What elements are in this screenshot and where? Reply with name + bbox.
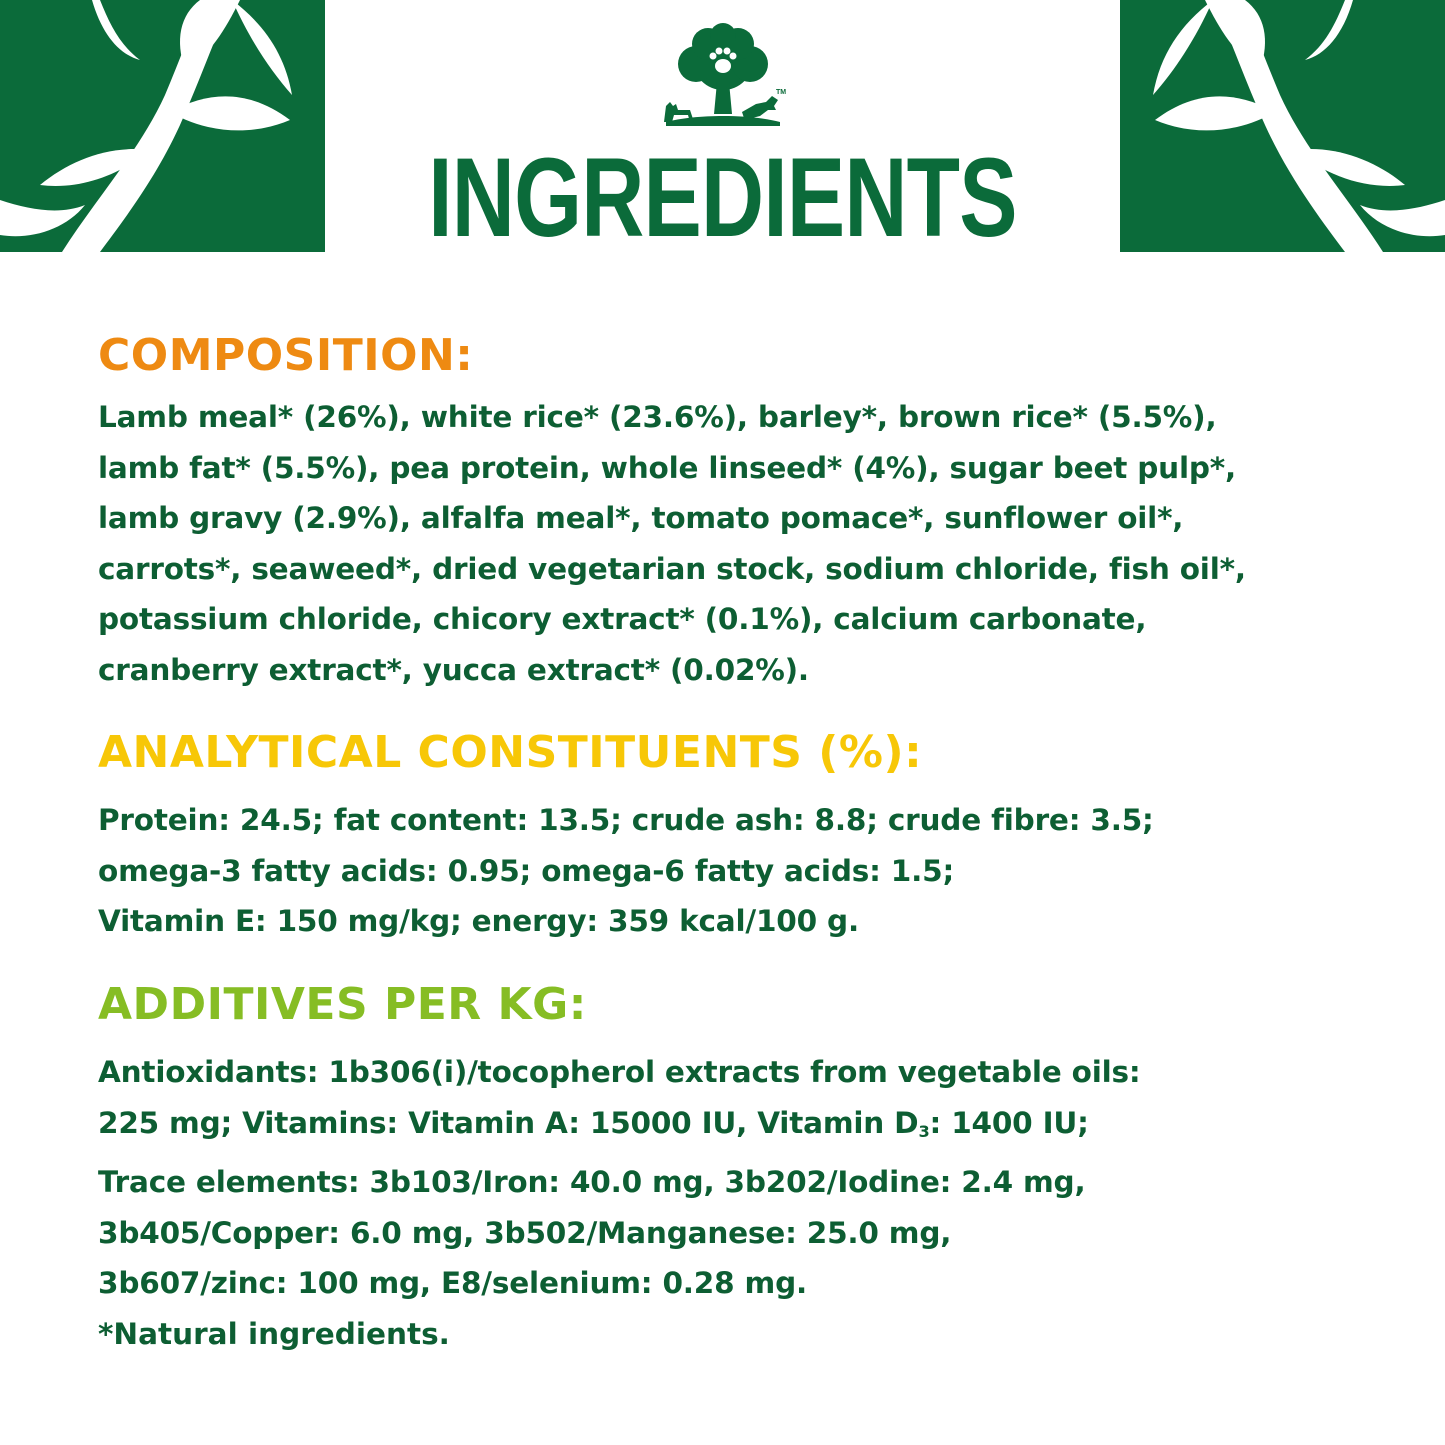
composition-section [98,326,1388,695]
composition-text [98,392,1388,695]
composition-heading: COMPOSITION: [98,330,474,381]
analytical-text [98,795,1388,947]
composition-line: lamb fat* (5.5%), pea protein, whole linseed* (4%), sugar beet pulp*, [98,450,1237,485]
analytical-line: omega-3 fatty acids: 0.95; omega-6 fatty acids: 1.5; [98,853,955,888]
additives-line: Trace elements: 3b103/Iron: 40.0 mg, 3b202/Iodine: 2.4 mg, [98,1165,1086,1200]
additives-section [98,975,1388,1309]
additives-line [98,1106,1089,1140]
additives-line: 3b405/Copper: 6.0 mg, 3b502/Manganese: 25.0 mg, [98,1215,952,1250]
additives-line: Antioxidants: 1b306(i)/tocopherol extracts from vegetable oils: [98,1055,1141,1089]
header-banner [0,0,1445,260]
analytical-section [98,723,1388,947]
analytical-line: Protein: 24.5; fat content: 13.5; crude ash: 8.8; crude fibre: 3.5; [98,803,1154,837]
additives-text [98,1047,1388,1309]
composition-line: cranberry extract*, yucca extract* (0.02%). [98,652,809,687]
composition-line: lamb gravy (2.9%), alfalfa meal*, tomato pomace*, sunflower oil*, [98,501,1184,535]
additives-line-part: 225 mg; Vitamins: Vitamin A: 15000 IU, Vitamin D [98,1105,919,1140]
additives-line: 3b607/zinc: 100 mg, E8/selenium: 0.28 mg. [98,1266,807,1301]
analytical-heading: ANALYTICAL CONSTITUENTS (%): [98,727,923,778]
tree-paw-logo-icon [656,22,790,132]
additives-heading: ADDITIVES PER KG: [98,979,587,1030]
analytical-line: Vitamin E: 150 mg/kg; energy: 359 kcal/100 g. [98,904,859,938]
additives-line-part: : 1400 IU; [929,1105,1089,1140]
page-title: INGREDIENTS [428,135,1017,260]
composition-line: potassium chloride, chicory extract* (0.1%), calcium carbonate, [98,602,1147,636]
composition-line: Lamb meal* (26%), white rice* (23.6%), barley*, brown rice* (5.5%), [98,400,1217,434]
trademark-symbol: TM [776,89,787,96]
subscript: 3 [918,1121,930,1141]
composition-line: carrots*, seaweed*, dried vegetarian stock, sodium chloride, fish oil*, [98,551,1246,586]
natural-ingredients-footnote: *Natural ingredients. [98,1317,450,1351]
